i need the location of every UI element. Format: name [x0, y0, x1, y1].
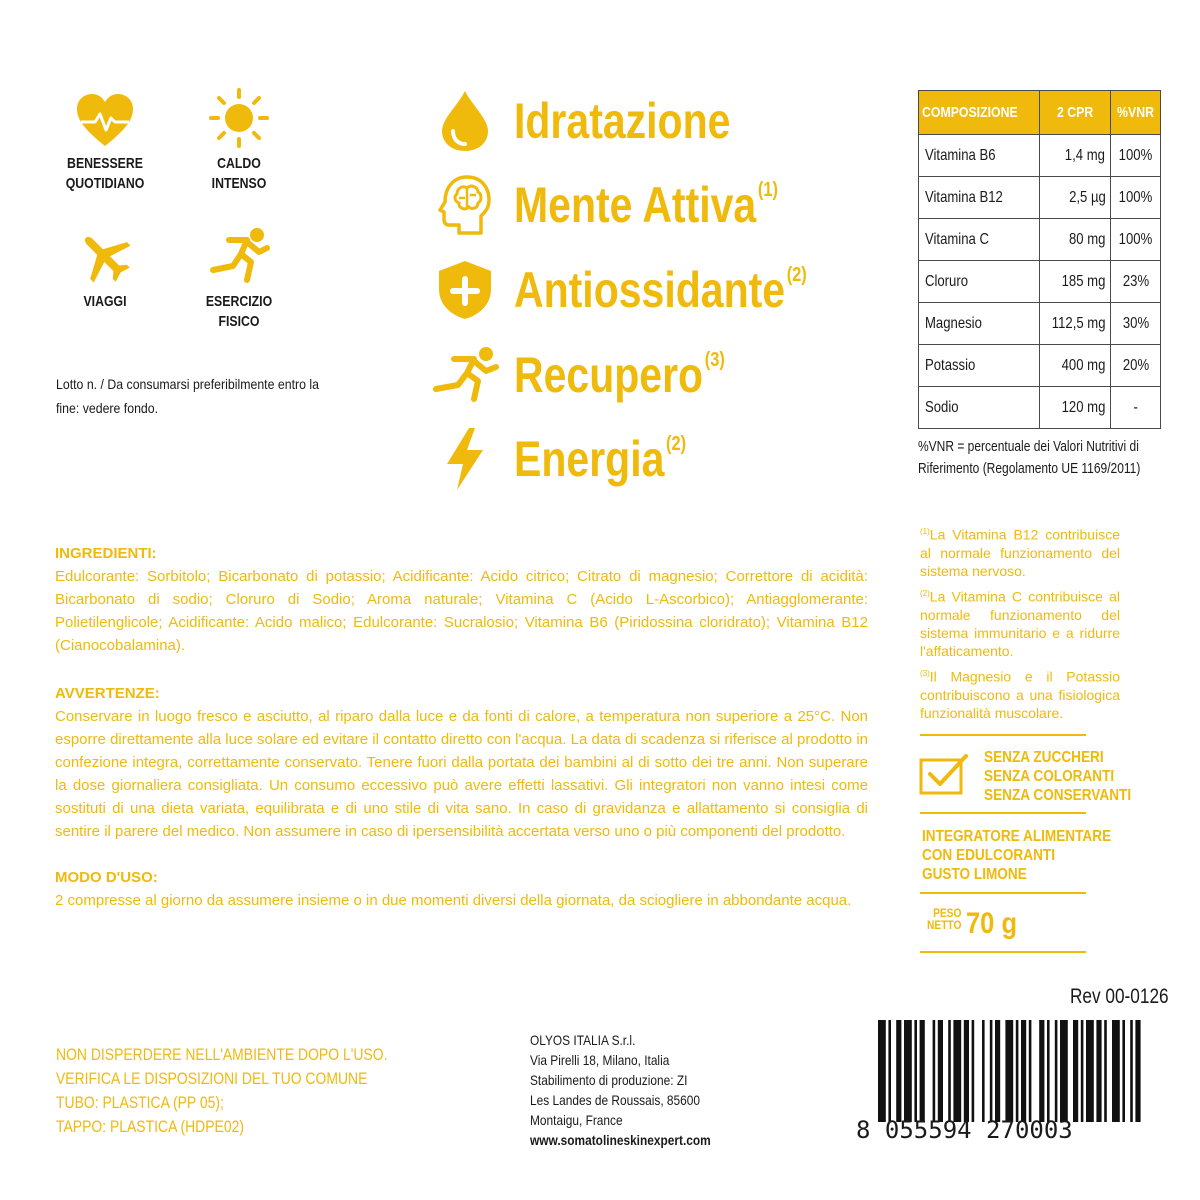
nutrient-name: Vitamina C	[925, 230, 989, 248]
benefit-note: (3)	[704, 349, 725, 371]
divider	[920, 951, 1086, 953]
net-weight	[924, 907, 1026, 941]
ingredients-section	[55, 542, 868, 657]
barcode-bar	[1104, 1020, 1107, 1122]
nutrient-vnr: 20%	[1122, 356, 1149, 374]
nutrient-amount: 80 mg	[1068, 230, 1106, 248]
column-header: %VNR	[1117, 104, 1155, 121]
table-row	[919, 219, 1161, 261]
footnote-2	[920, 585, 1120, 660]
barcode-bar	[1122, 1020, 1125, 1122]
company-website: www.somatolineskinexpert.com	[530, 1132, 711, 1148]
barcode-bar	[1096, 1020, 1101, 1122]
barcode-bar	[1055, 1020, 1058, 1122]
environment-line: NON DISPERDERE NELL'AMBIENTE DOPO L'USO.	[56, 1045, 388, 1064]
warnings-text: Conservare in luogo fresco e asciutto, al riparo dalla luce e da fonti di calore, a temperatura non superiore a 25°C. Non esporre direttamente alla luce solare ed evitare il contatto diretto con l'acqua. La data di scadenza si riferisce al prodotto in confezione integra, correttamente conservato. Tenere fuori dalla portata dei bambini al di sotto dei tre anni. Non superare la dose giornaliera consigliata. Un consumo eccessivo può avere effetti lassativi. Gli integratori non vanno intesi come sostituti di una dieta variata, equilibrata e di uno stile di vita sano. In caso di gravidanza e allattamento si consiglia di sentire il parere del medico. Non assumere in caso di ipersensibilità accertata verso uno o più componenti del prodotto.	[55, 708, 868, 840]
icon-viaggi	[45, 228, 165, 312]
barcode-bar	[1112, 1020, 1120, 1122]
benefit-idratazione	[430, 86, 780, 156]
lightning-icon	[443, 426, 487, 492]
footnote-text: La Vitamina B12 contribuisce al normale funzionamento del sistema nervoso.	[920, 526, 1120, 579]
head-brain-icon	[437, 174, 493, 236]
benefit-label: Energia	[514, 431, 665, 487]
icon-label: BENESSERE QUOTIDIANO	[65, 155, 145, 192]
table-row	[919, 177, 1161, 219]
benefit-recupero	[430, 340, 771, 410]
runner-icon	[207, 226, 271, 286]
warnings-section	[55, 682, 868, 843]
benefit-label: Recupero	[514, 347, 704, 403]
barcode-bar	[1039, 1020, 1044, 1122]
table-row	[919, 387, 1161, 429]
barcode-bar	[1060, 1020, 1068, 1122]
claim-item: SENZA ZUCCHERI	[984, 749, 1104, 766]
company-info	[530, 1030, 711, 1150]
icon-caldo	[179, 88, 299, 194]
barcode-bar	[933, 1020, 936, 1122]
water-drop-icon	[440, 89, 490, 153]
nutrient-name: Vitamina B12	[925, 188, 1003, 206]
barcode-bar	[964, 1020, 969, 1122]
nutrient-vnr: 100%	[1118, 188, 1153, 206]
table-row	[919, 135, 1161, 177]
airplane-icon	[75, 228, 135, 286]
icon-label: CALDO INTENSO	[211, 155, 267, 192]
environment-line: TUBO: PLASTICA (PP 05);	[56, 1093, 224, 1112]
company-line: Stabilimento di produzione: ZI	[530, 1072, 688, 1088]
checkbox-check-icon	[918, 752, 970, 796]
usage-heading: MODO D'USO:	[55, 869, 158, 886]
nutrient-vnr: 100%	[1118, 230, 1153, 248]
lotto-text: Lotto n. / Da consumarsi preferibilmente entro la fine: vedere fondo.	[56, 376, 319, 416]
table-header-row	[919, 91, 1161, 135]
nutrient-vnr: 30%	[1122, 314, 1149, 332]
footnote-mark: (3)	[920, 669, 930, 678]
benefit-antiossidante	[430, 255, 871, 325]
barcode-bar	[1047, 1020, 1050, 1122]
benefit-label: Idratazione	[514, 93, 731, 149]
table-row	[919, 303, 1161, 345]
nutrient-name: Vitamina B6	[925, 146, 996, 164]
barcode-bar	[1130, 1020, 1133, 1122]
footnote-3	[920, 665, 1120, 722]
heart-pulse-icon	[75, 92, 135, 148]
barcode-bar	[1021, 1020, 1026, 1122]
revision-code: Rev 00-0126	[1070, 985, 1169, 1008]
barcode-bar	[1005, 1020, 1013, 1122]
barcode-bar	[1016, 1020, 1019, 1122]
nutrient-amount: 112,5 mg	[1051, 314, 1106, 332]
column-header: 2 CPR	[1056, 104, 1094, 121]
product-type	[922, 827, 1111, 884]
barcode-bar	[1086, 1020, 1094, 1122]
icon-benessere	[45, 92, 165, 194]
product-type-line: INTEGRATORE ALIMENTARE	[922, 828, 1112, 845]
company-line: Via Pirelli 18, Milano, Italia	[530, 1052, 670, 1068]
barcode-bar	[888, 1020, 891, 1122]
warnings-heading: AVVERTENZE:	[55, 685, 160, 702]
nutrient-vnr: 23%	[1122, 272, 1149, 290]
icon-esercizio	[179, 226, 299, 332]
barcode-bar	[1073, 1020, 1078, 1122]
benefit-label: Antiossidante	[514, 262, 786, 318]
nutrient-amount: 120 mg	[1061, 398, 1106, 416]
nutrient-amount: 2,5 µg	[1068, 188, 1106, 206]
barcode-bar	[982, 1020, 985, 1122]
divider	[920, 892, 1086, 894]
barcode-bar	[938, 1020, 943, 1122]
barcode-number: 8 055594 270003	[856, 1116, 1073, 1144]
divider	[920, 734, 1086, 736]
nutrient-amount: 400 mg	[1061, 356, 1106, 374]
nutrition-table	[918, 90, 1161, 429]
barcode-bar	[920, 1020, 925, 1122]
table-row	[919, 345, 1161, 387]
footnote-mark: (1)	[920, 527, 930, 536]
barcode-bar	[1081, 1020, 1084, 1122]
barcode-bar	[953, 1020, 961, 1122]
barcode-bar	[1135, 1020, 1140, 1122]
footnote-text: Il Magnesio e il Potassio contribuiscono a una fisiologica funzionalità muscolare.	[920, 668, 1120, 721]
benefit-energia	[430, 424, 724, 494]
sun-icon	[209, 88, 269, 148]
barcode-bar	[948, 1020, 951, 1122]
benefit-note: (2)	[666, 433, 687, 455]
footnote-mark: (2)	[920, 589, 930, 598]
barcode-bar	[995, 1020, 1000, 1122]
icon-label: VIAGGI	[83, 293, 127, 310]
usage-text: 2 compresse al giorno da assumere insieme o in due momenti diversi della giornata, da sciogliere in abbondante acqua.	[55, 892, 852, 909]
barcode-bar	[1029, 1020, 1032, 1122]
barcode-image	[878, 1020, 1143, 1122]
barcode-bar	[896, 1020, 901, 1122]
runner-icon	[430, 345, 500, 405]
nutrient-vnr: -	[1133, 398, 1138, 416]
nutrient-name: Magnesio	[925, 314, 982, 332]
nutrient-name: Cloruro	[925, 272, 969, 290]
nutrient-vnr: 100%	[1118, 146, 1153, 164]
claim-item: SENZA CONSERVANTI	[984, 787, 1132, 804]
claims-list	[984, 748, 1131, 805]
claim-item: SENZA COLORANTI	[984, 768, 1115, 785]
benefit-label: Mente Attiva	[514, 177, 757, 233]
environment-notice	[56, 1043, 387, 1139]
environment-line: VERIFICA LE DISPOSIZIONI DEL TUO COMUNE	[56, 1069, 368, 1088]
nutrient-name: Sodio	[925, 398, 959, 416]
divider	[920, 812, 1086, 814]
barcode-bar	[990, 1020, 993, 1122]
barcode-bar	[914, 1020, 917, 1122]
ingredients-text: Edulcorante: Sorbitolo; Bicarbonato di potassio; Acidificante: Acido citrico; Citrato di magnesio; Correttore di acidità: Bicarbonato di sodio; Cloruro di Sodio; Aroma naturale; Vitamina C (Acido L-Ascorbico); Antiagglomerante: Polietilenglicole; Acidificante: Acido malico; Edulcorante: Sucralosio; Vitamina B6 (Piridossina cloridrato); Vitamina B12 (Cianocobalamina).	[55, 568, 868, 654]
vnr-note: %VNR = percentuale dei Valori Nutritivi di Riferimento (Regolamento UE 1169/2011)	[918, 438, 1141, 477]
benefit-note: (1)	[757, 179, 778, 201]
product-type-line: GUSTO LIMONE	[922, 866, 1027, 883]
shield-plus-icon	[437, 259, 493, 321]
benefit-mente-attiva	[430, 170, 836, 240]
company-line: Montaigu, France	[530, 1112, 623, 1128]
footnote-1	[920, 523, 1120, 580]
company-line: Les Landes de Roussais, 85600	[530, 1092, 701, 1108]
table-row	[919, 261, 1161, 303]
nutrient-amount: 1,4 mg	[1065, 146, 1106, 164]
ingredients-heading: INGREDIENTI:	[55, 545, 157, 562]
nutrient-name: Potassio	[925, 356, 976, 374]
net-weight-label: PESO NETTO	[927, 906, 962, 932]
usage-section	[55, 866, 868, 912]
product-type-line: CON EDULCORANTI	[922, 847, 1055, 864]
barcode-bar	[972, 1020, 975, 1122]
footnote-text: La Vitamina C contribuisce al normale funzionamento del sistema immunitario e a ridurre l'affaticamento.	[920, 588, 1120, 659]
environment-line: TAPPO: PLASTICA (HDPE02)	[56, 1117, 244, 1136]
barcode-bar	[904, 1020, 912, 1122]
company-line: OLYOS ITALIA S.r.l.	[530, 1032, 636, 1048]
nutrient-amount: 185 mg	[1061, 272, 1106, 290]
column-header: COMPOSIZIONE	[922, 104, 1018, 121]
benefit-note: (2)	[786, 264, 807, 286]
icon-label: ESERCIZIO FISICO	[205, 293, 273, 330]
barcode-bar	[878, 1020, 886, 1122]
net-weight-value: 70 g	[966, 907, 1018, 940]
